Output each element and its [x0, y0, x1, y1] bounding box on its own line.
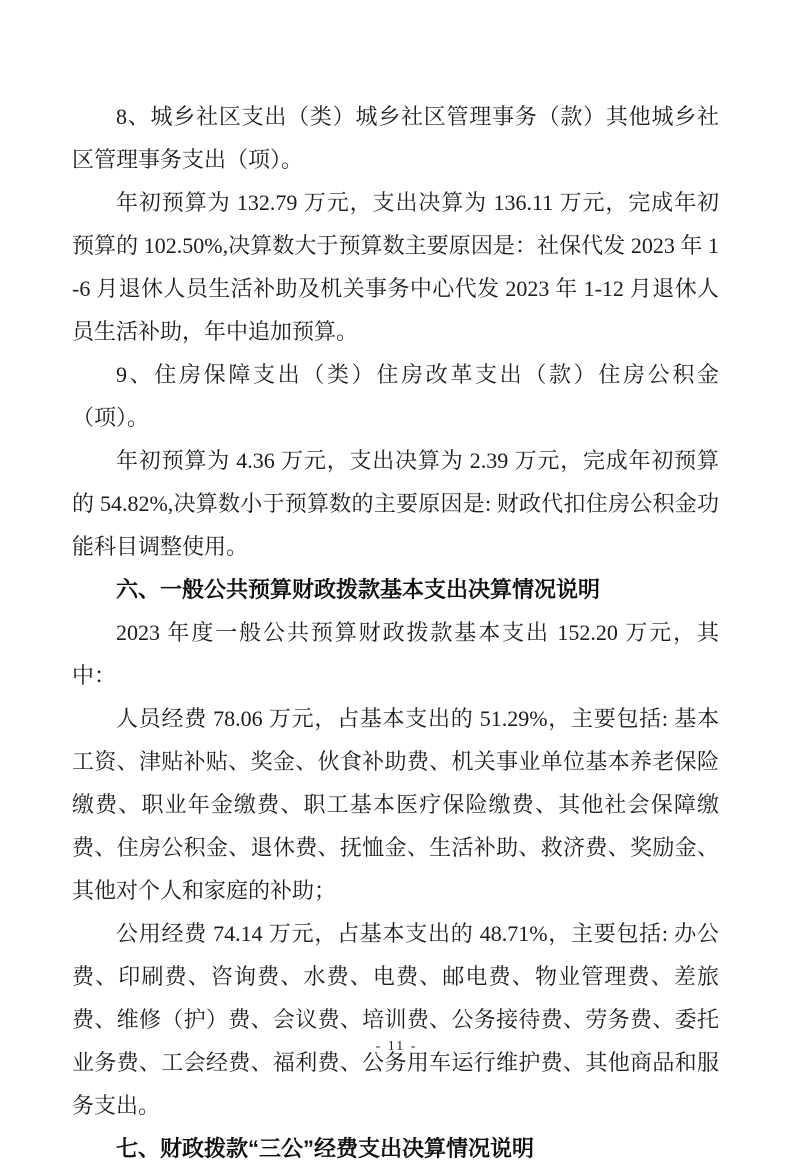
paragraph-item9-title: 9、住房保障支出（类）住房改革支出（款）住房公积金（项）。: [72, 362, 719, 430]
page-number: - 11 -: [375, 1039, 418, 1054]
paragraph-item9-detail: 年初预算为 4.36 万元，支出决算为 2.39 万元，完成年初预算的 54.82%,决算数小于预算数的主要原因是: 财政代扣住房公积金功能科目调整使用。: [72, 448, 719, 559]
paragraph-basic-expenditure-total: 2023 年度一般公共预算财政拨款基本支出 152.20 万元，其中：: [72, 620, 719, 688]
paragraph-public-funds: 公用经费 74.14 万元，占基本支出的 48.71%，主要包括: 办公费、印刷费、咨询费、水费、电费、邮电费、物业管理费、差旅费、维修（护）费、会议费、培训费、公务接待费、劳务费、委托业务费、工会经费、福利费、公务用车运行维护费、其他商品和服务支出。: [72, 921, 719, 1118]
document-content: [72, 95, 719, 1170]
section-heading-six: 六、一般公共预算财政拨款基本支出决算情况说明: [116, 577, 601, 602]
section-heading-seven: 七、财政拨款“三公”经费支出决算情况说明: [116, 1136, 535, 1161]
paragraph-item8-detail: 年初预算为 132.79 万元，支出决算为 136.11 万元，完成年初预算的 102.50%,决算数大于预算数主要原因是：社保代发 2023 年 1-6 月退休人员生活补助及机关事务中心代发 2023 年 1-12 月退休人员生活补助，年中追加预算。: [72, 190, 719, 344]
paragraph-item8-title: 8、城乡社区支出（类）城乡社区管理事务（款）其他城乡社区管理事务支出（项）。: [72, 104, 719, 172]
paragraph-personnel-funds: 人员经费 78.06 万元，占基本支出的 51.29%，主要包括: 基本工资、津贴补贴、奖金、伙食补助费、机关事业单位基本养老保险缴费、职业年金缴费、职工基本医疗保险缴费、其他社会保障缴费、住房公积金、退休费、抚恤金、生活补助、救济费、奖励金、其他对个人和家庭的补助；: [72, 706, 719, 903]
